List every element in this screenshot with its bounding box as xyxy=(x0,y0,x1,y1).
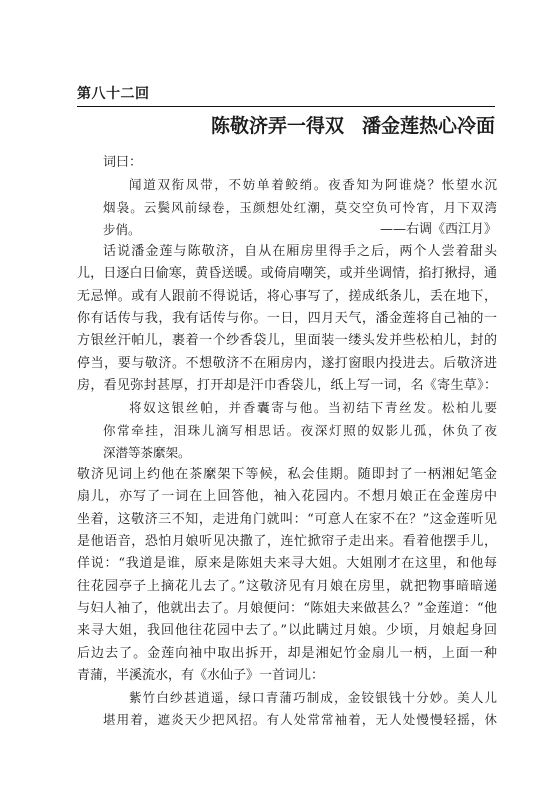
poem-line: 将奴这银丝帕，并香囊寄与他。当初结下青丝发。松柏儿要 xyxy=(129,400,497,416)
paragraph-line: 是他语音，恐怕月娘听见决撒了，连忙掀帘子走出来。看着他摆手儿， xyxy=(77,534,497,550)
header-rule xyxy=(77,106,495,107)
chapter-title-part2: 潘金莲热心冷面 xyxy=(361,115,495,137)
paragraph-line: 儿，日逐白日偷寒，黄昏送暖。或倚肩嘲笑，或并坐调情，掐打揪挦，通 xyxy=(77,266,497,282)
poem-line: 你常牵挂，泪珠儿滴写相思话。夜深灯照的奴影儿孤，休负了夜 xyxy=(103,422,497,438)
paragraph-line: 房，看见弥封甚厚，打开却是汗巾香袋儿，纸上写一词，名《寄生草》： xyxy=(77,377,497,393)
paragraph-line: 方银丝汗帕儿，裹着一个纱香袋儿，里面装一缕头发并些松柏儿，封的 xyxy=(77,333,497,349)
paragraph-line: 敬济见词上约他在茶縻架下等候，私会佳期。随即封了一柄湘妃笔金 xyxy=(77,467,497,483)
poem-line: 烟袅。云鬓风前绿卷，玉颜想处红潮，莫交空负可怜宵，月下双湾 xyxy=(103,199,497,215)
paragraph-line: 坐着，这敬济三不知，走进角门就叫：“可意人在家不在？”这金莲听见 xyxy=(77,511,497,527)
paragraph-line: 后边去了。金莲向袖中取出拆开，却是湘妃竹金扇儿一柄，上面一种 xyxy=(77,645,497,661)
chapter-title-part1: 陈敬济弄一得双 xyxy=(210,115,344,137)
paragraph-line: 往花园亭子上摘花儿去了。”这敬济见有月娘在房里，就把物事暗暗递 xyxy=(77,578,497,594)
poem-line: 步俏。 xyxy=(103,221,141,237)
poem-attribution: ——右调《西江月》 xyxy=(379,221,497,237)
paragraph-line: 扇儿，亦写了一词在上回答他，袖入花园内。不想月娘正在金莲房中 xyxy=(77,489,497,505)
ci-label: 词曰： xyxy=(103,155,143,170)
paragraph-line: 停当，要与敬济。不想敬济不在厢房内，遂打窗眼内投进去。后敬济进 xyxy=(77,355,497,371)
poem-line: 闻道双衔凤带，不妨单着鲛绡。夜香知为阿谁烧？怅望水沉 xyxy=(129,177,497,193)
chapter-number: 第八十二回 xyxy=(77,86,150,102)
paragraph-line: 无忌惮。或有人跟前不得说话，将心事写了，搓成纸条儿，丢在地下， xyxy=(77,288,497,304)
poem-line: 堪用着，遮炎天少把风招。有人处常常袖着，无人处慢慢轻摇，休 xyxy=(103,712,497,728)
chapter-title xyxy=(77,114,495,138)
poem-line: 紫竹白纱甚逍遥，绿口青蒲巧制成，金铰银钱十分妙。美人儿 xyxy=(129,690,497,706)
paragraph-line: 佯说：“我道是谁，原来是陈姐夫来寻大姐。大姐刚才在这里，和他每 xyxy=(77,556,497,572)
paragraph-line: 你有话传与我，我有话传与你。一日，四月天气，潘金莲将自己袖的一 xyxy=(77,311,497,327)
poem-line: 深潜等茶縻架。 xyxy=(103,444,191,460)
paragraph-line: 与妇人袖了，他就出去了。月娘便问：“陈姐夫来做甚么？”金莲道：“他 xyxy=(77,600,497,616)
paragraph-line: 话说潘金莲与陈敬济，自从在厢房里得手之后，两个人尝着甜头 xyxy=(103,244,497,260)
paragraph-line: 来寻大姐，我回他往花园中去了。”以此瞒过月娘。少顷，月娘起身回 xyxy=(77,623,497,639)
chapter-body xyxy=(77,152,497,732)
paragraph-line: 青蒲，半溪流水，有《水仙子》一首词儿： xyxy=(77,667,325,683)
